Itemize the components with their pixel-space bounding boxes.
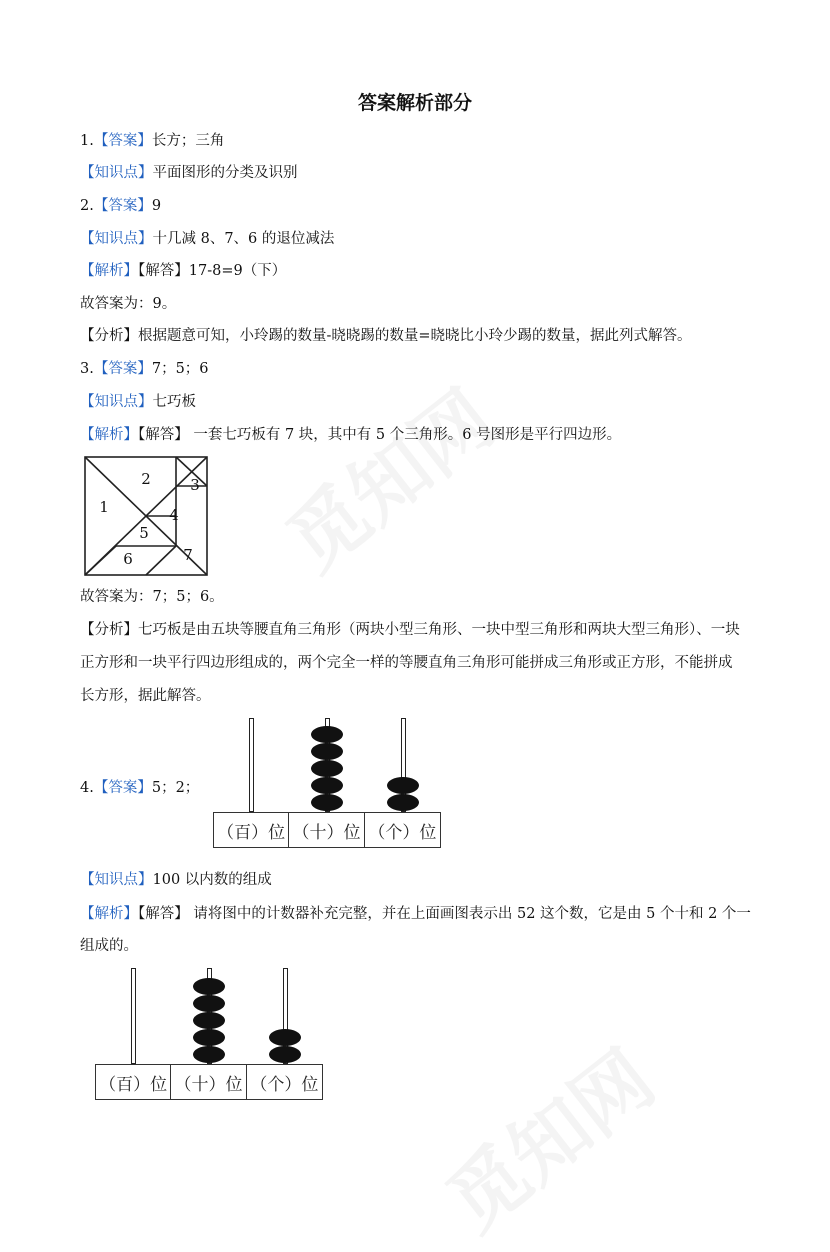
- abacus-bead: [193, 978, 225, 995]
- place-value-label: （百）位: [96, 1065, 171, 1099]
- answer-tag: 【答案】: [93, 361, 152, 377]
- q1-number: 1.: [80, 133, 94, 149]
- place-value-row: [213, 812, 441, 848]
- place-value-label: （个）位: [250, 1074, 319, 1095]
- answer-tag: 【答案】: [93, 133, 152, 149]
- q2-analysis: 【分析】根据题意可知，小玲踢的数量-晓晓踢的数量=晓晓比小玲少踢的数量，据此列式解答。: [80, 328, 692, 344]
- q2-explanation: 【解答】17-8=9（下）: [138, 263, 287, 279]
- q2-number: 2.: [80, 198, 94, 214]
- q2-knowledge: 十几减 8、7、6 的退位减法: [152, 231, 335, 247]
- explanation-tag: 【解析】: [80, 263, 138, 279]
- abacus-bead: [387, 794, 419, 811]
- q3-analysis-3: 长方形，据此解答。: [80, 688, 211, 704]
- abacus-rod: [249, 718, 254, 812]
- q4-explanation-line: [80, 904, 751, 924]
- tangram-label-5: 5: [139, 524, 149, 542]
- q4-knowledge: 100 以内数的组成: [152, 872, 272, 888]
- abacus-bead: [193, 1029, 225, 1046]
- tangram-label-1: 1: [99, 498, 109, 516]
- q1-knowledge-line: [80, 163, 298, 183]
- abacus-bead: [193, 995, 225, 1012]
- q4-number: 4.: [80, 780, 94, 796]
- place-value-label: （个）位: [368, 822, 437, 843]
- abacus-bead: [193, 1046, 225, 1063]
- q3-analysis-1: 【分析】七巧板是由五块等腰直角三角形（两块小型三角形、一块中型三角形和两块大型三角形）、一块: [80, 622, 740, 638]
- tangram-figure: [84, 456, 208, 576]
- place-value-label: （百）位: [214, 813, 289, 847]
- abacus-bead: [311, 760, 343, 777]
- q4-knowledge-line: [80, 870, 272, 890]
- q1-answer: 长方；三角: [151, 133, 225, 149]
- q3-answer-line: [80, 359, 209, 379]
- explanation-tag: 【解析】: [80, 427, 138, 443]
- q4-answer: 5；2；: [151, 780, 200, 796]
- tangram-label-4: 4: [169, 506, 179, 524]
- place-value-label: （十）位: [289, 813, 364, 847]
- abacus-rod: [131, 968, 136, 1064]
- q2-conclusion: 故答案为：9。: [80, 296, 177, 312]
- q3-explanation-line: [80, 425, 621, 445]
- abacus-counter: [95, 968, 323, 1100]
- knowledge-tag: 【知识点】: [80, 394, 153, 410]
- q2-knowledge-line: [80, 229, 334, 249]
- q1-knowledge: 平面图形的分类及识别: [152, 165, 298, 181]
- q2-answer: 9: [151, 198, 162, 214]
- abacus-counter: [213, 718, 441, 848]
- watermark: [420, 1020, 673, 1252]
- q3-conclusion: 故答案为：7；5；6。: [80, 589, 224, 605]
- abacus-bead: [193, 1012, 225, 1029]
- knowledge-tag: 【知识点】: [80, 165, 153, 181]
- watermark: [260, 360, 513, 592]
- knowledge-tag: 【知识点】: [80, 872, 153, 888]
- explanation-tag: 【解析】: [80, 906, 138, 922]
- q3-knowledge: 七巧板: [152, 394, 196, 410]
- q3-answer: 7；5；6: [151, 361, 209, 377]
- q3-knowledge-line: [80, 392, 196, 412]
- answer-tag: 【答案】: [93, 198, 152, 214]
- q1-answer-line: [80, 131, 224, 151]
- tangram-label-7: 7: [183, 546, 193, 564]
- tangram-label-6: 6: [123, 550, 133, 568]
- abacus-bead: [269, 1046, 301, 1063]
- q2-answer-line: [80, 196, 161, 216]
- abacus-bead: [311, 743, 343, 760]
- abacus-bead: [387, 777, 419, 794]
- q3-explanation: 【解答】 一套七巧板有 7 块，其中有 5 个三角形。6 号图形是平行四边形。: [138, 427, 622, 443]
- abacus-bead: [311, 726, 343, 743]
- q3-number: 3.: [80, 361, 94, 377]
- abacus-bead: [311, 777, 343, 794]
- place-value-label: （十）位: [171, 1065, 246, 1099]
- q4-explanation-1: 【解答】 请将图中的计数器补充完整，并在上面画图表示出 52 这个数，它是由 5 个十和 2 个一: [138, 906, 751, 922]
- q2-explanation-line: [80, 261, 286, 281]
- q4-explanation-2: 组成的。: [80, 938, 138, 954]
- tangram-label-3: 3: [190, 476, 200, 494]
- abacus-bead: [269, 1029, 301, 1046]
- place-value-row: [95, 1064, 323, 1100]
- answer-tag: 【答案】: [93, 780, 152, 796]
- knowledge-tag: 【知识点】: [80, 231, 153, 247]
- q3-analysis-2: 正方形和一块平行四边形组成的，两个完全一样的等腰直角三角形可能拼成三角形或正方形，不能拼成: [80, 655, 733, 671]
- page-title: 答案解析部分: [357, 92, 472, 114]
- tangram-label-2: 2: [141, 470, 151, 488]
- q4-answer-line: [80, 778, 199, 798]
- abacus-bead: [311, 794, 343, 811]
